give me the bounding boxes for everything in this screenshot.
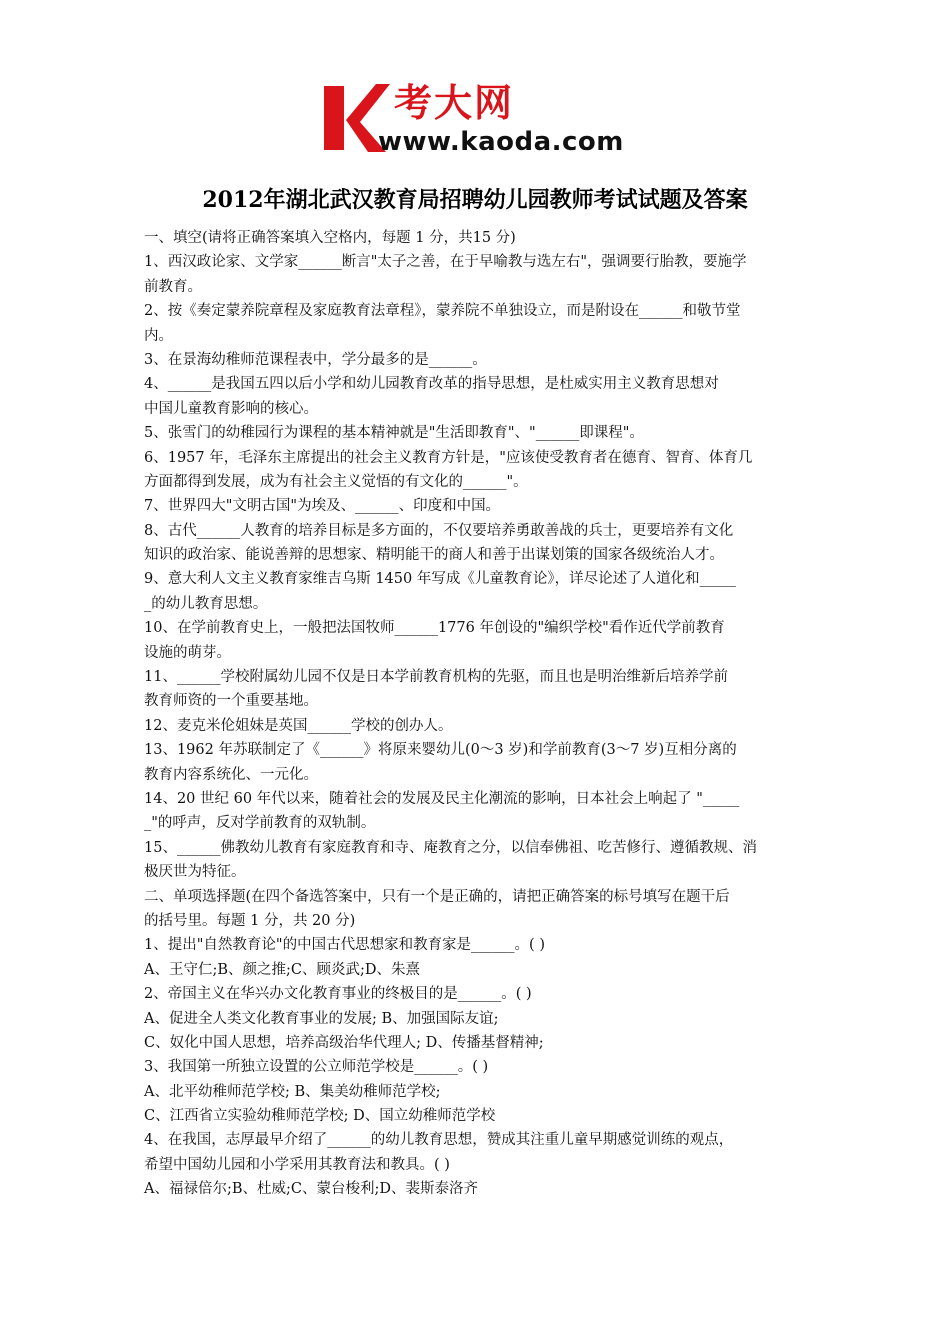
logo-url-text: www.kaoda.com: [378, 127, 624, 157]
text-line: 内。: [144, 327, 173, 344]
text-line: 12、麦克米伦姐妹是英国______学校的创办人。: [144, 717, 453, 734]
text-line: 5、张雪门的幼稚园行为课程的基本精神就是"生活即教育"、"______即课程"。: [144, 425, 644, 442]
page-title: 2012年湖北武汉教育局招聘幼儿园教师考试试题及答案: [202, 187, 748, 213]
logo-brand-text: 考大网: [394, 81, 515, 125]
text-line: A、王守仁;B、颜之推;C、顾炎武;D、朱熹: [144, 961, 421, 978]
text-line: C、奴化中国人思想，培养高级治华代理人; D、传播基督精神;: [144, 1034, 544, 1051]
exam-body: [144, 226, 812, 1202]
text-line: 7、世界四大"文明古国"为埃及、______、印度和中国。: [144, 498, 501, 515]
text-line: 3、在景海幼稚师范课程表中，学分最多的是______。: [144, 351, 487, 368]
text-line: 的括号里。每题 1 分，共 20 分): [144, 912, 356, 929]
text-line: 4、______是我国五四以后小学和幼儿园教育改革的指导思想，是杜威实用主义教育思想对: [144, 376, 719, 393]
text-line: 方面都得到发展，成为有社会主义觉悟的有文化的______"。: [144, 473, 528, 490]
text-line: 15、______佛教幼儿教育有家庭教育和寺、庵教育之分，以信奉佛祖、吃苦修行、遵循教规、消: [144, 839, 757, 856]
text-line: 希望中国幼儿园和小学采用其教育法和教具。( ): [144, 1156, 450, 1173]
text-line: 10、在学前教育史上，一般把法国牧师______1776 年创设的"编织学校"看作近代学前教育: [144, 620, 725, 637]
text-line: A、北平幼稚师范学校; B、集美幼稚师范学校;: [144, 1083, 441, 1100]
text-line: 6、1957 年，毛泽东主席提出的社会主义教育方针是，"应该使受教育者在德育、智育、体育几: [144, 449, 753, 466]
text-line: 4、在我国，志厚最早介绍了______的幼儿教育思想，赞成其注重儿童早期感觉训练的观点，: [144, 1132, 734, 1149]
text-line: C、江西省立实验幼稚师范学校; D、国立幼稚师范学校: [144, 1108, 496, 1125]
text-line: 一、填空(请将正确答案填入空格内，每题 1 分，共15 分): [144, 230, 516, 246]
text-line: 极厌世为特征。: [144, 864, 246, 881]
text-line: 教育师资的一个重要基地。: [144, 693, 318, 710]
text-line: 1、提出"自然教育论"的中国古代思想家和教育家是______。( ): [144, 937, 545, 954]
text-line: 2、帝国主义在华兴办文化教育事业的终极目的是______。( ): [144, 986, 532, 1003]
text-line: _的幼儿教育思想。: [144, 595, 268, 612]
text-line: 13、1962 年苏联制定了《______》将原来婴幼儿(0～3 岁)和学前教育(3～7 岁)互相分离的: [144, 742, 737, 759]
text-line: 2、按《奏定蒙养院章程及家庭教育法章程》，蒙养院不单独设立，而是附设在______和敬节堂: [144, 303, 741, 320]
text-line: A、促进全人类文化教育事业的发展; B、加强国际友谊;: [144, 1010, 499, 1027]
text-line: 14、20 世纪 60 年代以来，随着社会的发展及民主化潮流的影响，日本社会上响起了 "_____: [144, 790, 740, 807]
text-line: 9、意大利人文主义教育家维吉乌斯 1450 年写成《儿童教育论》，详尽论述了人道化和_____: [144, 571, 736, 588]
text-line: 3、我国第一所独立设置的公立师范学校是______。( ): [144, 1059, 489, 1076]
text-line: 11、______学校附属幼儿园不仅是日本学前教育机构的先驱，而且也是明治维新后培养学前: [144, 669, 728, 686]
text-line: _"的呼声，反对学前教育的双轨制。: [144, 815, 376, 832]
text-line: 设施的萌芽。: [144, 644, 231, 661]
text-line: 中国儿童教育影响的核心。: [144, 400, 318, 417]
text-line: A、福禄倍尔;B、杜威;C、蒙台梭利;D、裴斯泰洛齐: [144, 1181, 479, 1198]
text-line: 教育内容系统化、一元化。: [144, 766, 318, 783]
kaoda-logo: [318, 80, 638, 160]
text-line: 1、西汉政论家、文学家______断言"太子之善，在于早喻教与选左右"，强调要行胎教，要施学: [144, 254, 747, 271]
text-line: 知识的政治家、能说善辩的思想家、精明能干的商人和善于出谋划策的国家各级统治人才。: [144, 547, 724, 564]
text-line: 二、单项选择题(在四个备选答案中，只有一个是正确的，请把正确答案的标号填写在题干后: [144, 888, 730, 905]
text-line: 前教育。: [144, 278, 202, 295]
text-line: 8、古代______人教育的培养目标是多方面的，不仅要培养勇敢善战的兵士，更要培养有文化: [144, 522, 734, 539]
